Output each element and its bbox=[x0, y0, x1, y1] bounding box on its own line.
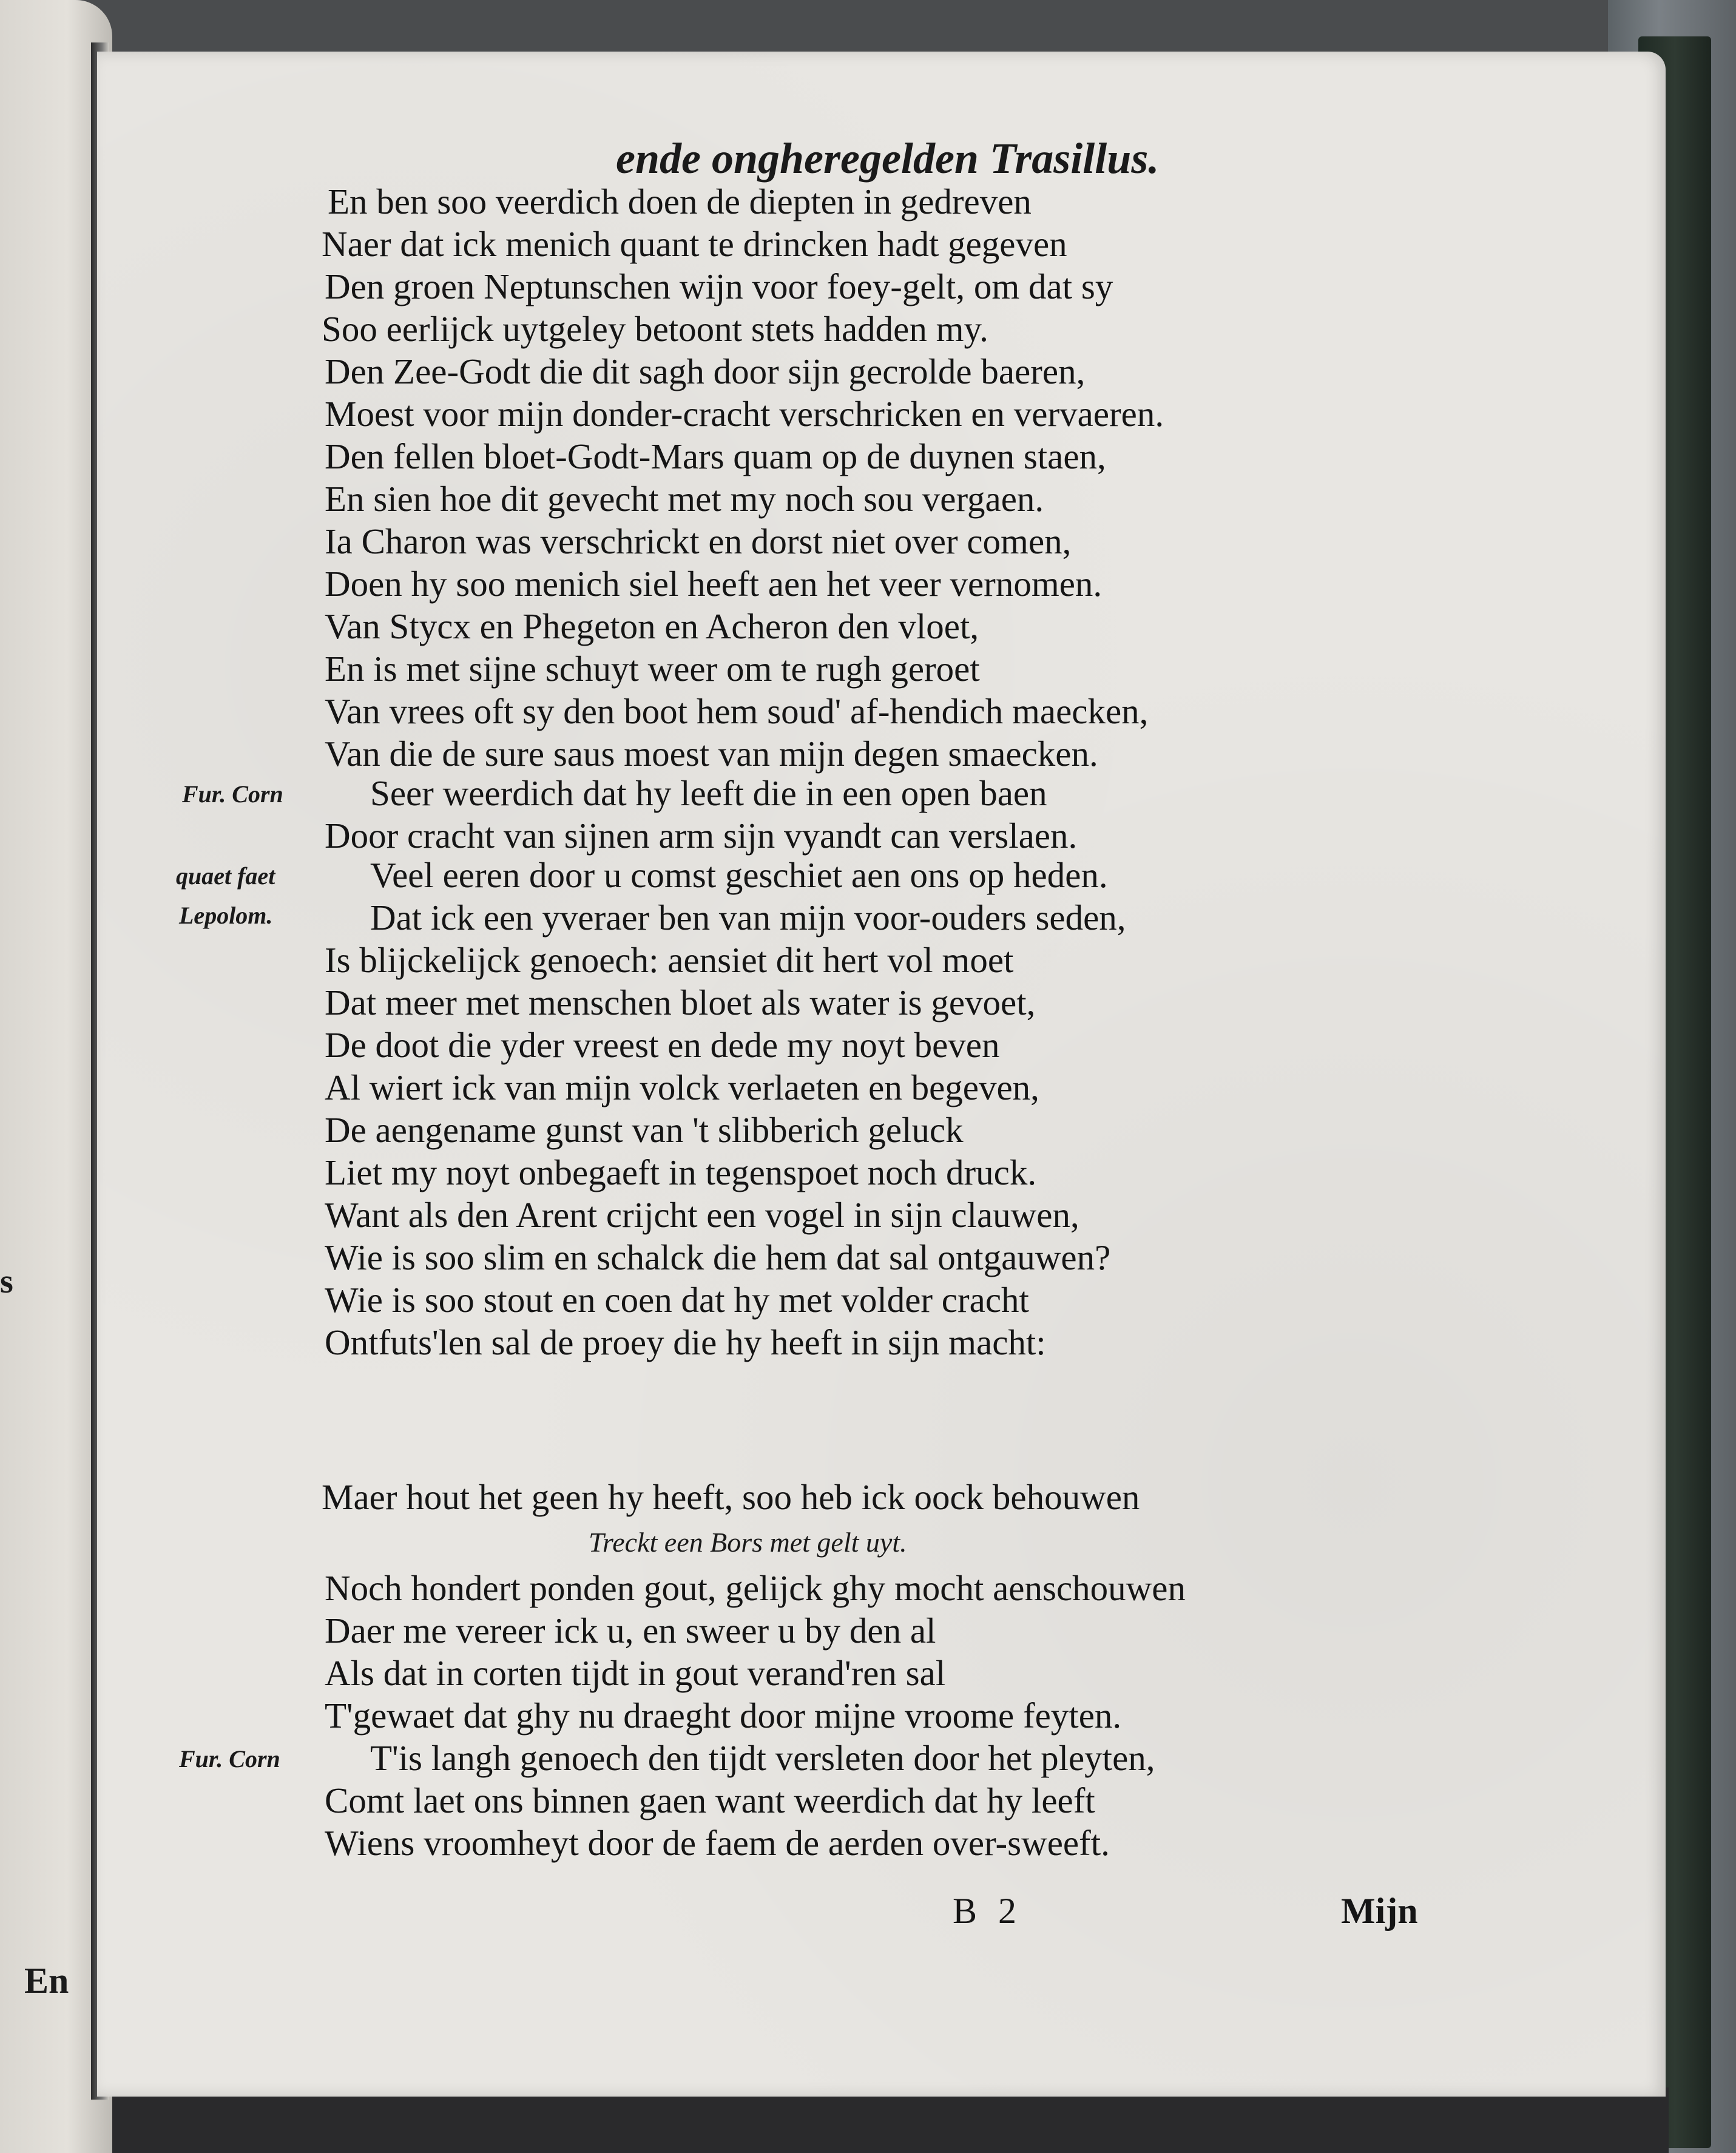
left-page-margin-mark: s bbox=[0, 1263, 13, 1300]
verse-line: Wie is soo stout en coen dat hy met volder cracht bbox=[325, 1280, 1029, 1320]
verse-line: Noch hondert ponden gout, gelijck ghy mocht aenschouwen bbox=[325, 1568, 1186, 1608]
verse-line: De aengename gunst van 't slibberich geluck bbox=[325, 1110, 964, 1150]
verse-line: Ia Charon was verschrickt en dorst niet over comen, bbox=[325, 521, 1072, 561]
verse-line: Naer dat ick menich quant te drincken hadt gegeven bbox=[322, 224, 1067, 264]
verse-line: Dat meer met menschen bloet als water is gevoet, bbox=[325, 982, 1036, 1022]
speaker-label: quaet faet bbox=[176, 862, 275, 890]
verse-line: En is met sijne schuyt weer om te rugh geroet bbox=[325, 649, 980, 689]
stage-direction: Treckt een Bors met gelt uyt. bbox=[589, 1527, 907, 1558]
speaker-label: Fur. Corn bbox=[182, 780, 283, 808]
running-head: ende ongheregelden Trasillus. bbox=[616, 134, 1160, 183]
verse-line: Van die de sure saus moest van mijn degen smaecken. bbox=[325, 734, 1098, 774]
verse-line: Van vrees oft sy den boot hem soud' af-hendich maecken, bbox=[325, 691, 1149, 731]
speaker-label: Fur. Corn bbox=[179, 1745, 280, 1773]
verse-line: T'gewaet dat ghy nu draeght door mijne vroome feyten. bbox=[325, 1695, 1122, 1736]
verse-line: En sien hoe dit gevecht met my noch sou vergaen. bbox=[325, 479, 1044, 519]
verse-line: Als dat in corten tijdt in gout verand'ren sal bbox=[325, 1653, 946, 1693]
verse-line: De doot die yder vreest en dede my noyt beven bbox=[325, 1025, 1000, 1065]
verse-line: Seer weerdich dat hy leeft die in een open baen bbox=[370, 773, 1047, 813]
catchword: Mijn bbox=[1341, 1891, 1418, 1931]
verse-line: Want als den Arent crijcht een vogel in sijn clauwen, bbox=[325, 1195, 1079, 1235]
verse-line: Ontfuts'len sal de proey die hy heeft in sijn macht: bbox=[325, 1322, 1046, 1362]
right-page bbox=[97, 52, 1666, 2097]
verse-line: Comt laet ons binnen gaen want weerdich dat hy leeft bbox=[325, 1780, 1095, 1820]
verse-line: Maer hout het geen hy heeft, soo heb ick oock behouwen bbox=[322, 1477, 1140, 1517]
verse-line: Wiens vroomheyt door de faem de aerden over-sweeft. bbox=[325, 1823, 1110, 1863]
verse-line: Dat ick een yveraer ben van mijn voor-ouders seden, bbox=[370, 897, 1126, 938]
verse-line: T'is langh genoech den tijdt versleten door het pleyten, bbox=[370, 1738, 1155, 1778]
verse-line: Den fellen bloet-Godt-Mars quam op de duynen staen, bbox=[325, 436, 1106, 476]
verse-line: Den Zee-Godt die dit sagh door sijn gecrolde baeren, bbox=[325, 351, 1086, 391]
verse-line: Moest voor mijn donder-cracht verschricken en vervaeren. bbox=[325, 394, 1164, 434]
verse-line: En ben soo veerdich doen de diepten in gedreven bbox=[328, 181, 1032, 221]
signature-mark: B 2 bbox=[953, 1891, 1023, 1931]
verse-line: Al wiert ick van mijn volck verlaeten en begeven, bbox=[325, 1067, 1039, 1107]
page-text bbox=[97, 52, 1666, 2097]
verse-line: Den groen Neptunschen wijn voor foey-gelt, om dat sy bbox=[325, 266, 1113, 306]
verse-line: Is blijckelijck genoech: aensiet dit hert vol moet bbox=[325, 940, 1014, 980]
book-bottom-edge bbox=[91, 2087, 1669, 2153]
verse-line: Soo eerlijck uytgeley betoont stets hadden my. bbox=[322, 309, 988, 349]
verse-line: Liet my noyt onbegaeft in tegenspoet noch druck. bbox=[325, 1152, 1037, 1192]
verse-line: Veel eeren door u comst geschiet aen ons op heden. bbox=[370, 855, 1108, 895]
verse-line: Door cracht van sijnen arm sijn vyandt can verslaen. bbox=[325, 816, 1078, 856]
verse-line: Daer me vereer ick u, en sweer u by den al bbox=[325, 1611, 936, 1651]
verse-line: Wie is soo slim en schalck die hem dat sal ontgauwen? bbox=[325, 1237, 1111, 1277]
verse-line: Doen hy soo menich siel heeft aen het veer vernomen. bbox=[325, 564, 1103, 604]
speaker-label: Lepolom. bbox=[179, 902, 273, 929]
verse-line: Van Stycx en Phegeton en Acheron den vloet, bbox=[325, 606, 979, 646]
left-page-catchword: En bbox=[24, 1961, 69, 2001]
